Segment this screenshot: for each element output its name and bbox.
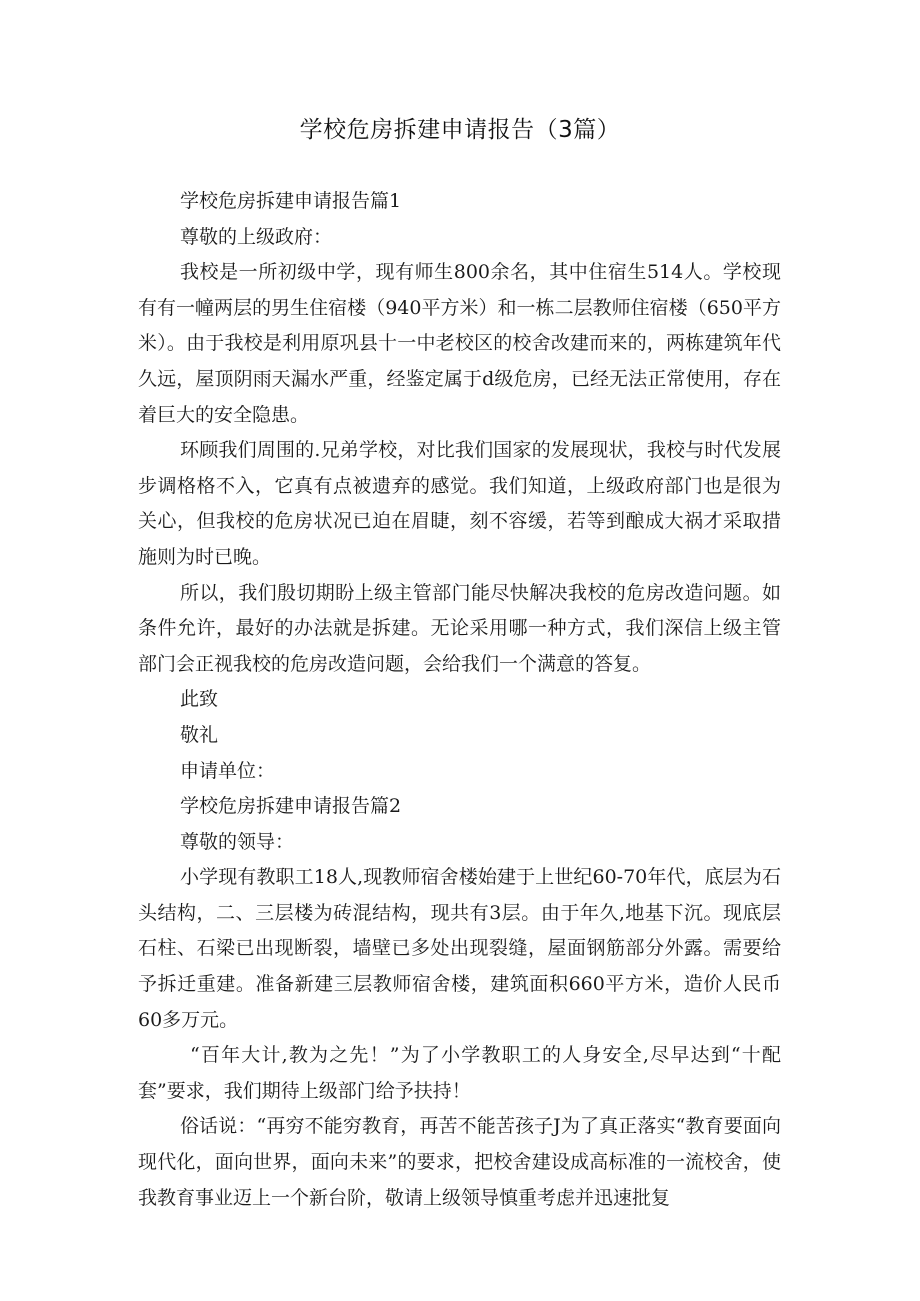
- document-body: [138, 184, 781, 1216]
- paragraph-4: 小学现有教职工18人,现教师宿舍楼始建于上世纪60-70年代，底层为石头结构，二、三层楼为砖混结构，现共有3层。由于年久,地基下沉。现底层石柱、石梁已出现断裂，墙壁已多处出现裂缝，屋面钢筋部分外露。需要给予拆迁重建。准备新建三层教师宿舍楼，建筑面积660平方米，造价人民币60多万元。: [138, 866, 781, 1031]
- paragraph-2: 环顾我们周围的.兄弟学校，对比我们国家的发展现状，我校与时代发展步调格格不入，它真有点被遗弃的感觉。我们知道，上级政府部门也是很为关心，但我校的危房状况已迫在眉睫，刻不容缓，若等到酿成大祸才采取措施则为时已晚。: [138, 439, 781, 568]
- paragraph-3: 所以，我们殷切期盼上级主管部门能尽快解决我校的危房改造问题。如条件允许，最好的办法就是拆建。无论采用哪一种方式，我们深信上级主管部门会正视我校的危房改造问题，会给我们一个满意的答复。: [138, 581, 781, 675]
- section-heading-1: 学校危房拆建申请报告篇1: [180, 190, 402, 212]
- paragraph-5: “百年大计,教为之先！”为了小学教职工的人身安全,尽早达到“十配套”要求，我们期待上级部门给予扶持！: [138, 1044, 781, 1102]
- paragraph-6: 俗话说：“再穷不能穷教育，再苦不能苦孩子J为了真正落实“教育要面向现代化，面向世界，面向未来”的要求，把校舍建设成高标准的一流校舍，使我教育事业迈上一个新台阶，敬请上级领导慎重考虑并迅速批复: [138, 1115, 781, 1209]
- paragraph-1: 我校是一所初级中学，现有师生800余名，其中住宿生514人。学校现有有一幢两层的男生住宿楼（940平方米）和一栋二层教师住宿楼（650平方米）。由于我校是利用原巩县十一中老校区的校舍改建而来的，两栋建筑年代久远，屋顶阴雨天漏水严重，经鉴定属于d级危房，已经无法正常使用，存在着巨大的安全隐患。: [138, 261, 781, 426]
- document-title: 学校危房拆建申请报告（3篇）: [299, 117, 621, 143]
- section-heading-2: 学校危房拆建申请报告篇2: [180, 795, 402, 818]
- closing-2: 敬礼: [180, 723, 219, 746]
- applicant-label: 申请单位：: [180, 759, 276, 782]
- closing-1: 此致: [180, 688, 219, 711]
- salutation-2: 尊敬的领导：: [180, 830, 295, 853]
- salutation-1: 尊敬的上级政府：: [180, 225, 333, 248]
